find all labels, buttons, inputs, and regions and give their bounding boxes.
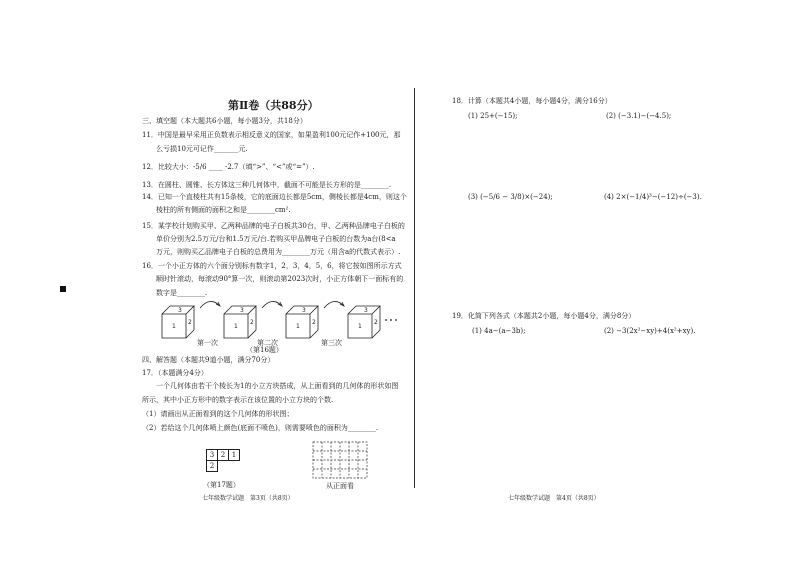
right-page-footer: 七年级数学试题 第4页（共8页） [508, 495, 600, 502]
q18-part-2: (2) (−3.1)−(−4.5); [606, 112, 672, 120]
svg-text:2: 2 [374, 319, 378, 326]
cube-label-third: 第三次 [321, 339, 342, 347]
answer-section-header: 四、解答题（本题共9道小题，满分70分） [142, 356, 275, 364]
question-17-part-1: （1）请画出从正面看到的这个几何体的形状图； [142, 410, 294, 418]
cube-rolling-figure [160, 300, 400, 348]
svg-text:3: 3 [364, 307, 368, 314]
question-14-line-1: 14．已知一个直棱柱共有15条棱，它的底面边长都是5cm，侧棱长都是4cm，则这个 [142, 193, 407, 201]
page-divider [414, 88, 415, 488]
question-14-line-2: 棱柱的所有侧面的面积之和是________cm². [156, 206, 291, 214]
question-15-line-3: 万元，则购买乙品牌电子白板的总费用为________万元（用含a的代数式表示）. [156, 248, 401, 256]
cube-label-second: 第二次 [257, 339, 278, 347]
left-page-footer: 七年级数学试题 第3页（共8页） [202, 495, 294, 502]
q19-part-1: (1) 4a−(a−3b); [472, 327, 526, 335]
question-16-line-3: 数字是________. [156, 289, 208, 297]
svg-text:2: 2 [250, 319, 254, 326]
svg-text:1: 1 [296, 323, 300, 330]
svg-text:3: 3 [302, 307, 306, 314]
question-15-line-1: 15．某学校计划购买甲、乙两种品牌的电子白板共30台，甲、乙两种品牌电子白板的 [142, 222, 405, 230]
question-16-line-1: 16．一个小正方体的六个面分别标有数字1，2，3，4，5，6，将它按如图所示方式 [142, 262, 402, 270]
scan-mark [60, 286, 66, 292]
question-17-line-2: 所示，其中小正方形中的数字表示在该位置的小立方块的个数. [142, 396, 334, 404]
front-view-caption: 从正面看 [326, 482, 354, 490]
question-16-line-2: 顺时针滚动，每滚动90°算一次，则滚动第2023次时，小正方体朝下一面标有的 [156, 275, 404, 283]
svg-text:1: 1 [172, 323, 176, 330]
grid-cell: 1 [228, 449, 240, 461]
section-title: 第Ⅱ卷（共88分） [228, 99, 319, 112]
q18-part-4: (4) 2×(−1/4)³−(−12)÷(−3). [604, 193, 702, 201]
svg-text:1: 1 [234, 323, 238, 330]
question-11-line-2: 么亏损10元可记作_______元. [156, 145, 248, 153]
svg-text:1: 1 [358, 323, 362, 330]
grid-cell: 3 [206, 449, 218, 461]
question-11-line-1: 11．中国是最早采用正负数表示相反意义的国家，如果盈利100元记作+100元，那 [142, 131, 401, 139]
grid-cell: 2 [217, 449, 229, 461]
svg-text:2: 2 [188, 319, 192, 326]
question-13: 13．在圆柱、圆锥、长方体这三种几何体中，截面不可能是长方形的是________. [142, 181, 392, 189]
front-view-drawing-grid [312, 441, 368, 481]
q19-part-2: (2) −3(2x²−xy)+4(x²+xy). [604, 327, 696, 335]
grid-cell: 2 [206, 460, 218, 472]
question-17-header: 17．（本题满分4分） [142, 369, 208, 377]
question-15-line-2: 单价分别为2.5万元/台和1.5万元/台.若购买甲品牌电子白板的台数为a台(8<a [156, 235, 396, 243]
figure-17-caption: （第17题） [203, 481, 240, 489]
question-18-header: 18．计算（本题共4小题，每小题4分，满分16分） [452, 97, 612, 105]
question-17-part-2: （2）若给这个几何体喷上颜色(底面不喷色)，则需要喷色的面积为________. [142, 424, 379, 432]
svg-text:3: 3 [240, 307, 244, 314]
figure-16-caption: （第16题） [246, 346, 283, 354]
top-view-grid [206, 449, 248, 473]
q18-part-3: (3) (−5/6 − 3/8)×(−24); [468, 193, 553, 201]
question-12: 12．比较大小：-5/6 ____ -2.7（填“>”、“<”或“=”）. [142, 163, 315, 171]
q18-part-1: (1) 25+(−15); [468, 112, 518, 120]
question-17-line-1: 一个几何体由若干个棱长为1的小立方块搭成，从上面看到的几何体的形状如图 [156, 382, 399, 390]
cube-label-first: 第一次 [197, 339, 218, 347]
svg-text:2: 2 [312, 319, 316, 326]
svg-text:3: 3 [178, 307, 182, 314]
question-19-header: 19．化简下列各式（本题共2小题，每小题4分，满分8分） [452, 312, 636, 320]
fill-blank-section-header: 三、填空题（本大题共6小题，每小题3分，共18分） [142, 117, 307, 125]
